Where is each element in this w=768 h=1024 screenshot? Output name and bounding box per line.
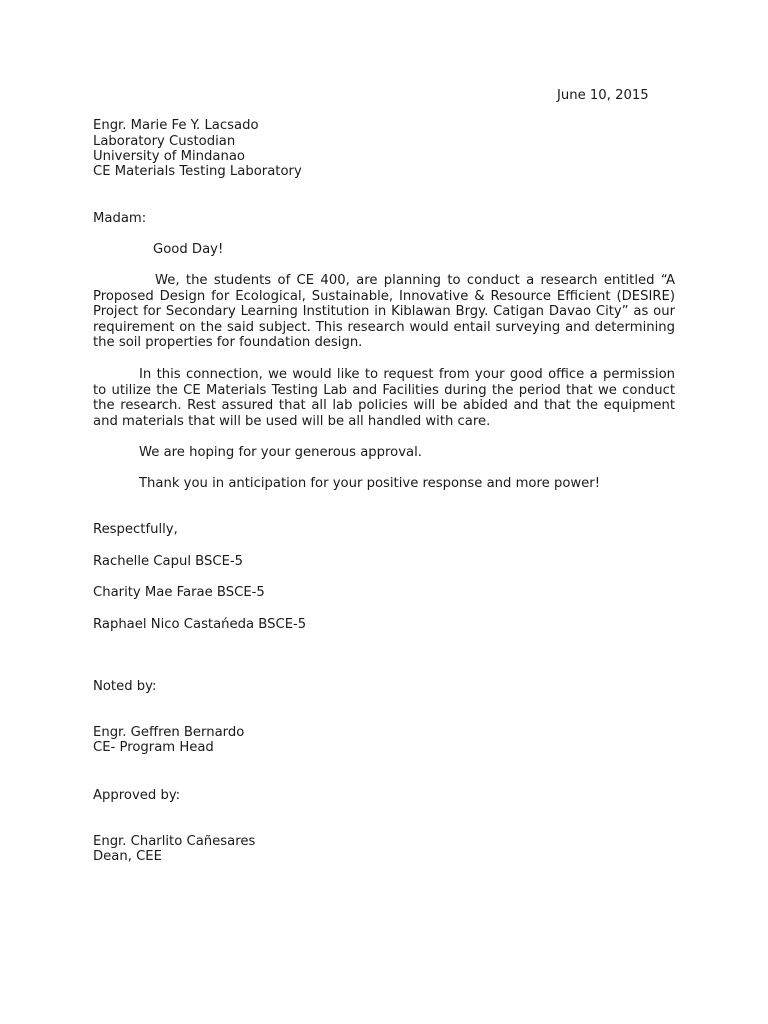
greeting: Good Day!	[153, 242, 224, 257]
paragraph-request-text: In this connection, we would like to request from your good office a permission to utilize the CE Materials Testing Lab and Facilities during the period that we conduct the research. Rest assured that all lab policies will be abided and that the equipment and materials that will be used will be all handled with care.	[93, 367, 675, 429]
closing: Respectfully,	[93, 522, 178, 537]
signatory-3: Raphael Nico Castańeda BSCE-5	[93, 617, 307, 632]
noted-name: Engr. Geffren Bernardo	[93, 725, 245, 740]
recipient-name: Engr. Marie Fe Y. Lacsado	[93, 118, 259, 133]
paragraph-thanks: Thank you in anticipation for your positive response and more power!	[139, 476, 600, 491]
paragraph-research	[93, 273, 675, 351]
signatory-1: Rachelle Capul BSCE-5	[93, 554, 244, 569]
noted-label: Noted by:	[93, 679, 157, 694]
letter-date: June 10, 2015	[557, 88, 649, 103]
approved-label: Approved by:	[93, 788, 181, 803]
salutation: Madam:	[93, 211, 147, 226]
paragraph-approval: We are hoping for your generous approval.	[139, 445, 422, 460]
approved-position: Dean, CEE	[93, 849, 162, 864]
approved-name: Engr. Charlito Cañesares	[93, 834, 256, 849]
paragraph-research-text: We, the students of CE 400, are planning to conduct a research entitled “A Proposed Design for Ecological, Sustainable, Innovative & Resource Efficient (DESIRE) Project for Secondary Learning Institution in Kiblawan Brgy. Catigan Davao City” as our requirement on the said subject. This research would entail surveying and determining the soil properties for foundation design.	[93, 273, 675, 350]
recipient-department: CE Materials Testing Laboratory	[93, 164, 302, 179]
recipient-institution: University of Mindanao	[93, 149, 245, 164]
signatory-2: Charity Mae Farae BSCE-5	[93, 585, 265, 600]
noted-position: CE- Program Head	[93, 740, 214, 755]
recipient-title: Laboratory Custodian	[93, 134, 236, 149]
paragraph-request	[93, 367, 675, 429]
